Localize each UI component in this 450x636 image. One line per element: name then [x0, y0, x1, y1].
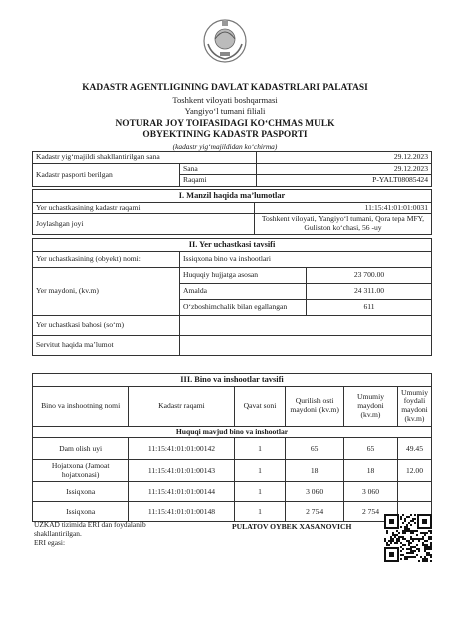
building-cadastre: 11:15:41:01:01:00144: [129, 482, 234, 502]
table-row: [33, 482, 432, 502]
number-label: Raqami: [180, 175, 257, 187]
area-row-label: Huquqiy hujjatga asosan: [180, 267, 307, 283]
region-title: Toshkent viloyati boshqarmasi: [172, 95, 278, 105]
column-header: Kadastr raqami: [129, 386, 234, 426]
buildings-subheader: Huquqi mavjud bino va inshootlar: [33, 426, 432, 438]
section3-title: III. Bino va inshootlar tavsifi: [33, 374, 432, 387]
location-value: [255, 214, 432, 234]
qr-code-icon: [384, 514, 432, 562]
building-floors: 1: [234, 502, 286, 522]
building-name: Hojatxona (Jamoat hojatxonasi): [33, 460, 129, 482]
servitude-label: Servitut haqida ma’lumot: [33, 335, 180, 355]
object-label: Yer uchastkasining (obyekt) nomi:: [33, 251, 180, 267]
building-useful-area: 49.45: [397, 438, 431, 460]
column-header: Umumiy maydoni (kv.m): [344, 386, 398, 426]
document-subtitle: (kadastr yig‘majildidan ko‘chirma): [172, 142, 278, 151]
column-header: Qurilish osti maydoni (kv.m): [286, 386, 344, 426]
cadastre-label: Yer uchastkasining kadastr raqami: [33, 202, 255, 214]
location-value-line2: Guliston ko‘chasi, 56 -uy: [304, 223, 382, 233]
column-header: Bino va inshootning nomi: [33, 386, 129, 426]
location-label: Joylashgan joyi: [33, 214, 255, 234]
servitude-value: [180, 335, 432, 355]
meta-table: [32, 151, 432, 187]
building-name: Dam olish uyi: [33, 438, 129, 460]
footer-line1: UZKAD tizimida ERI dan foydalanib: [34, 520, 146, 529]
building-floors: 1: [234, 482, 286, 502]
area-row-value: 23 700.00: [307, 267, 432, 283]
building-footprint: 65: [286, 438, 344, 460]
document-title-line1: NOTURAR JOY TOIFASIDAGI KO‘CHMAS MULK: [115, 119, 335, 129]
building-footprint: 18: [286, 460, 344, 482]
price-value: [180, 315, 432, 335]
building-useful-area: [397, 482, 431, 502]
area-row-value: 24 311.00: [307, 283, 432, 299]
building-floors: 1: [234, 460, 286, 482]
building-total-area: 65: [344, 438, 398, 460]
building-footprint: 2 754: [286, 502, 344, 522]
building-useful-area: 12.00: [397, 460, 431, 482]
building-footprint: 3 060: [286, 482, 344, 502]
buildings-table: [32, 373, 432, 522]
area-row-label: O‘zboshimchalik bilan egallangan: [180, 299, 307, 315]
signer-name: PULATOV OYBEK XASANOVICH: [232, 522, 352, 531]
building-total-area: 18: [344, 460, 398, 482]
section2-title: II. Yer uchastkasi tavsifi: [33, 239, 432, 252]
area-row-value: 611: [307, 299, 432, 315]
building-cadastre: 11:15:41:01:01:00142: [129, 438, 234, 460]
formed-label: Kadastr yig‘majildi shakllantirilgan sana: [33, 152, 257, 164]
building-name: Issiqxona: [33, 482, 129, 502]
section1-title: I. Manzil haqida ma’lumotlar: [33, 190, 432, 203]
object-value: Issiqxona bino va inshootlari: [180, 251, 432, 267]
building-name: Issiqxona: [33, 502, 129, 522]
number-value: P-YALT08085424: [257, 175, 432, 187]
footer-line3: ERI egasi:: [34, 537, 65, 547]
address-table: [32, 189, 432, 235]
footer-line2: shakllantirilgan.: [34, 528, 82, 538]
state-emblem-icon: [202, 18, 248, 64]
issued-label: Kadastr pasporti berilgan: [33, 163, 180, 186]
table-row: [33, 438, 432, 460]
building-floors: 1: [234, 438, 286, 460]
price-label: Yer uchastkasi bahosi (so‘m): [33, 315, 180, 335]
agency-title: KADASTR AGENTLIGINING DAVLAT KADASTRLARI PALATASI: [82, 83, 368, 93]
area-label: Yer maydoni, (kv.m): [33, 267, 180, 315]
land-table: [32, 238, 432, 356]
column-header: Umumiy foydali maydoni (kv.m): [397, 386, 431, 426]
building-cadastre: 11:15:41:01:01:00148: [129, 502, 234, 522]
building-total-area: 2 754: [344, 502, 398, 522]
branch-title: Yangiyo‘l tumani filiali: [184, 106, 266, 116]
column-header: Qavat soni: [234, 386, 286, 426]
date-value: 29.12.2023: [257, 163, 432, 175]
area-row-label: Amalda: [180, 283, 307, 299]
date-label: Sana: [180, 163, 257, 175]
table-row: [33, 460, 432, 482]
document-title-line2: OBYEKTINING KADASTR PASPORTI: [142, 130, 308, 140]
table-row: [33, 502, 432, 522]
cadastre-value: 11:15:41:01:01:0031: [255, 202, 432, 214]
building-cadastre: 11:15:41:01:01:00143: [129, 460, 234, 482]
building-total-area: 3 060: [344, 482, 398, 502]
location-value-line1: Toshkent viloyati, Yangiyo‘l tumani, Qora tepa MFY,: [261, 214, 425, 224]
formed-value: 29.12.2023: [257, 152, 432, 164]
footer-note: [34, 521, 184, 548]
